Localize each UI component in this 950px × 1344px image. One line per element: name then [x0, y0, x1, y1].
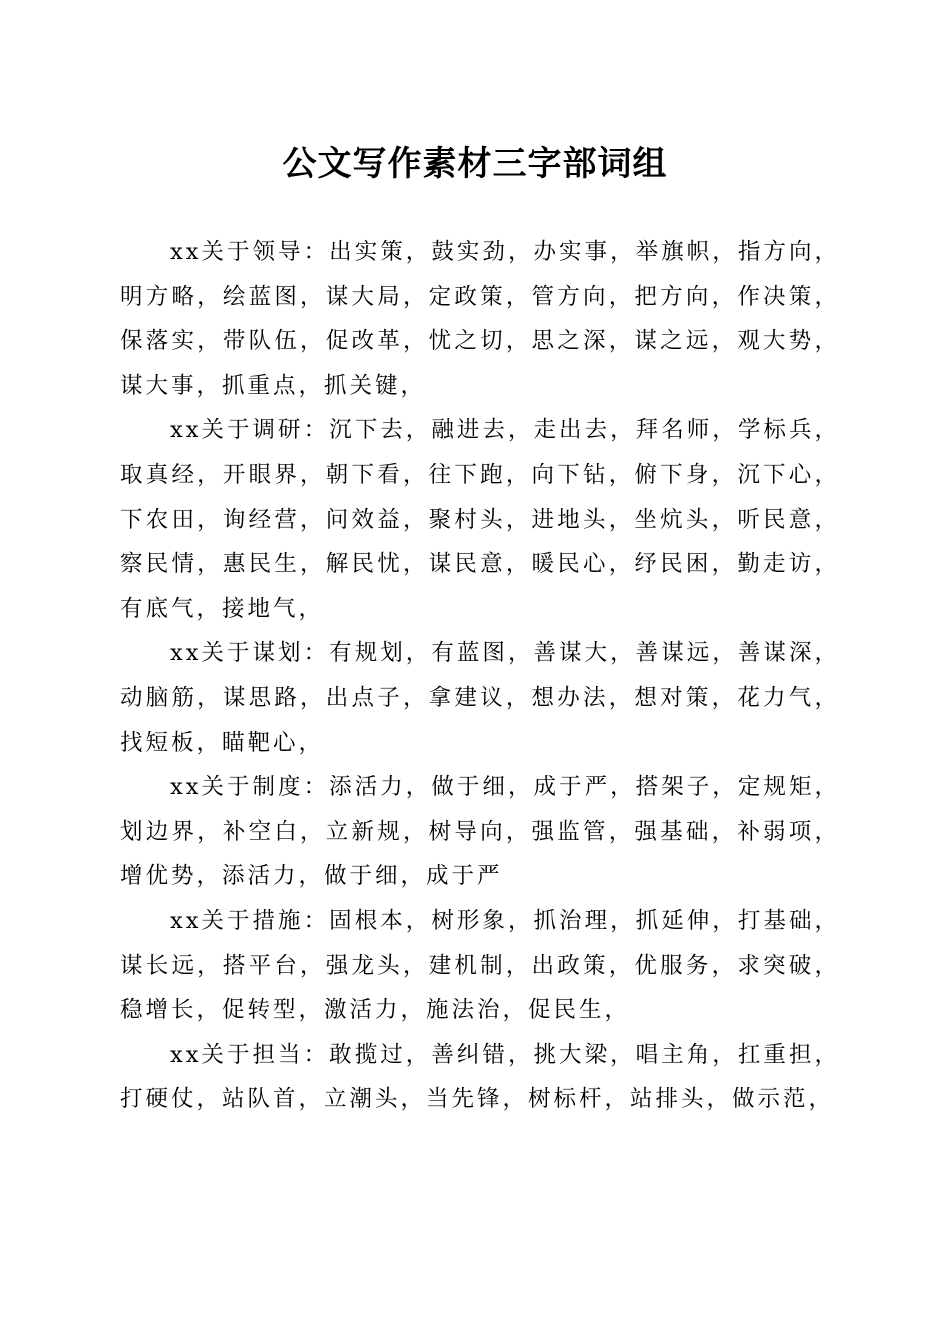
document-body: [120, 230, 840, 1122]
paragraph-measures: xx关于措施：固根本，树形象，抓治理，抓延伸，打基础，谋长远，搭平台，强龙头，建机制，出政策，优服务，求突破，稳增长，促转型，激活力，施法治，促民生，: [120, 907, 840, 1024]
paragraph-planning: xx关于谋划：有规划，有蓝图，善谋大，善谋远，善谋深，动脑筋，谋思路，出点子，拿建议，想办法，想对策，花力气，找短板，瞄靶心，: [120, 640, 840, 756]
paragraph-system: xx关于制度：添活力，做于细，成于严，搭架子，定规矩，划边界，补空白，立新规，树导向，强监管，强基础，补弱项，增优势，添活力，做于细，成于严: [120, 774, 840, 890]
paragraph-leadership: xx关于领导：出实策，鼓实劲，办实事，举旗帜，指方向，明方略，绘蓝图，谋大局，定政策，管方向，把方向，作决策，保落实，带队伍，促改革，忧之切，思之深，谋之远，观大势，谋大事，抓重点，抓关键，: [120, 239, 840, 399]
document-title: 公文写作素材三字部词组: [282, 144, 668, 184]
paragraph-research: xx关于调研：沉下去，融进去，走出去，拜名师，学标兵，取真经，开眼界，朝下看，往下跑，向下钻，俯下身，沉下心，下农田，询经营，问效益，聚村头，进地头，坐炕头，听民意，察民情，惠民生，解民忧，谋民意，暖民心，纾民困，勤走访，有底气，接地气，: [120, 417, 840, 622]
paragraph-responsibility: xx关于担当：敢揽过，善纠错，挑大梁，唱主角，扛重担，打硬仗，站队首，立潮头，当先锋，树标杆，站排头，做示范，: [120, 1041, 840, 1113]
